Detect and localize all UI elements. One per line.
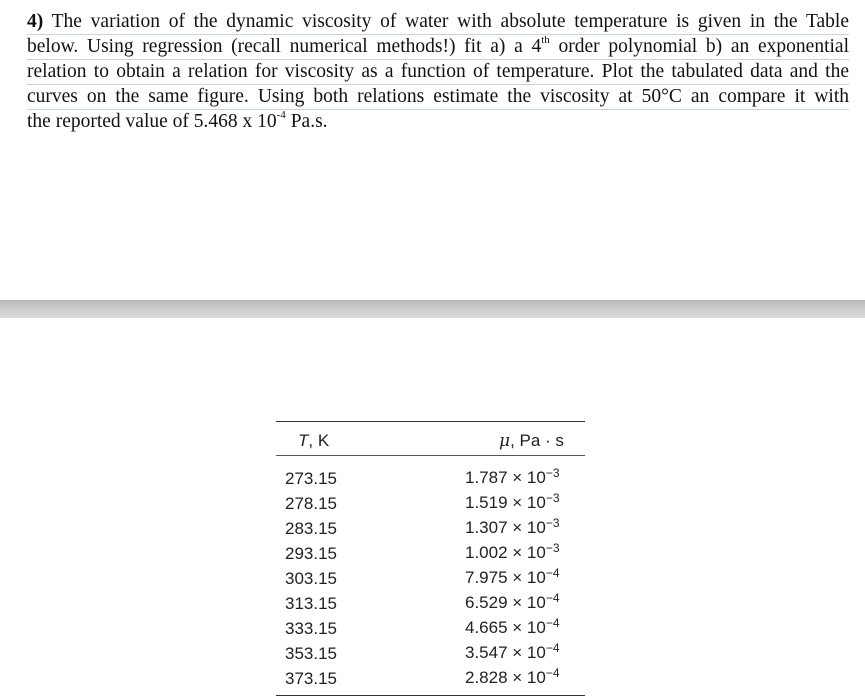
table-header-row <box>276 422 585 456</box>
viscosity-cell <box>405 516 585 541</box>
viscosity-cell <box>405 666 585 695</box>
temperature-cell: 278.15 <box>285 494 337 513</box>
header-viscosity: μ, Pa · s <box>405 422 585 456</box>
viscosity-cell <box>405 566 585 591</box>
temperature-cell: 333.15 <box>285 619 337 638</box>
viscosity-cell <box>405 491 585 516</box>
temperature-cell: 373.15 <box>285 669 337 688</box>
viscosity-exponent: −4 <box>545 616 560 630</box>
viscosity-cell <box>405 616 585 641</box>
viscosity-cell <box>405 591 585 616</box>
table-row <box>276 456 585 492</box>
table-row <box>276 516 585 541</box>
viscosity-mantissa: 1.002 × 10 <box>465 543 546 562</box>
problem-line-2-text: below. Using regression (recall numerical methods!) fit a) a 4 <box>27 36 542 57</box>
viscosity-mantissa: 4.665 × 10 <box>465 618 546 637</box>
temperature-cell: 283.15 <box>285 519 337 538</box>
problem-line-3: relation to obtain a relation for viscosity as a function of temperature. Plot the tabulated data and the <box>27 60 849 85</box>
temperature-cell: 303.15 <box>285 569 337 588</box>
table-row <box>276 591 585 616</box>
problem-line-2-rest: order polynomial b) an exponential <box>549 36 849 57</box>
problem-line-4: curves on the same figure. Using both relations estimate the viscosity at 50°C an compare it with <box>27 85 849 110</box>
temperature-cell: 273.15 <box>285 469 337 488</box>
table-row <box>276 666 585 695</box>
viscosity-mantissa: 1.519 × 10 <box>465 493 546 512</box>
viscosity-exponent: −4 <box>545 591 560 605</box>
viscosity-exponent: −4 <box>545 666 560 680</box>
viscosity-mantissa: 6.529 × 10 <box>465 593 546 612</box>
ordinal-superscript: th <box>541 33 550 46</box>
viscosity-exponent: −3 <box>545 516 560 530</box>
viscosity-exponent: −4 <box>545 566 560 580</box>
viscosity-mantissa: 1.307 × 10 <box>465 518 546 537</box>
exponent-superscript: -4 <box>276 108 286 121</box>
temperature-cell: 293.15 <box>285 544 337 563</box>
viscosity-cell <box>405 456 585 492</box>
data-table <box>276 421 585 695</box>
viscosity-exponent: −3 <box>545 466 560 480</box>
problem-line-5 <box>27 110 849 134</box>
viscosity-mantissa: 7.975 × 10 <box>465 568 546 587</box>
problem-number: 4) <box>27 11 44 32</box>
problem-line-5-text: the reported value of 5.468 x 10 <box>27 111 277 132</box>
viscosity-exponent: −4 <box>545 641 560 655</box>
header-temperature: T, K <box>276 422 405 456</box>
temperature-cell: 313.15 <box>285 594 337 613</box>
table-row <box>276 641 585 666</box>
viscosity-mantissa: 1.787 × 10 <box>465 468 546 487</box>
problem-line-1 <box>27 10 849 35</box>
viscosity-cell <box>405 541 585 566</box>
viscosity-mantissa: 3.547 × 10 <box>465 643 546 662</box>
table-row <box>276 566 585 591</box>
section-divider <box>0 300 865 318</box>
temperature-cell: 353.15 <box>285 644 337 663</box>
viscosity-mantissa: 2.828 × 10 <box>465 668 546 687</box>
table-row <box>276 491 585 516</box>
table-row <box>276 541 585 566</box>
viscosity-exponent: −3 <box>545 491 560 505</box>
table-body <box>276 456 585 696</box>
problem-statement <box>27 10 849 134</box>
viscosity-cell <box>405 641 585 666</box>
viscosity-exponent: −3 <box>545 541 560 555</box>
viscosity-table <box>276 421 585 696</box>
problem-line-1-text: The variation of the dynamic viscosity of water with absolute temperature is given in the Table <box>51 11 849 32</box>
table-row <box>276 616 585 641</box>
problem-line-2 <box>27 35 849 60</box>
problem-line-5-rest: Pa.s. <box>285 111 328 132</box>
